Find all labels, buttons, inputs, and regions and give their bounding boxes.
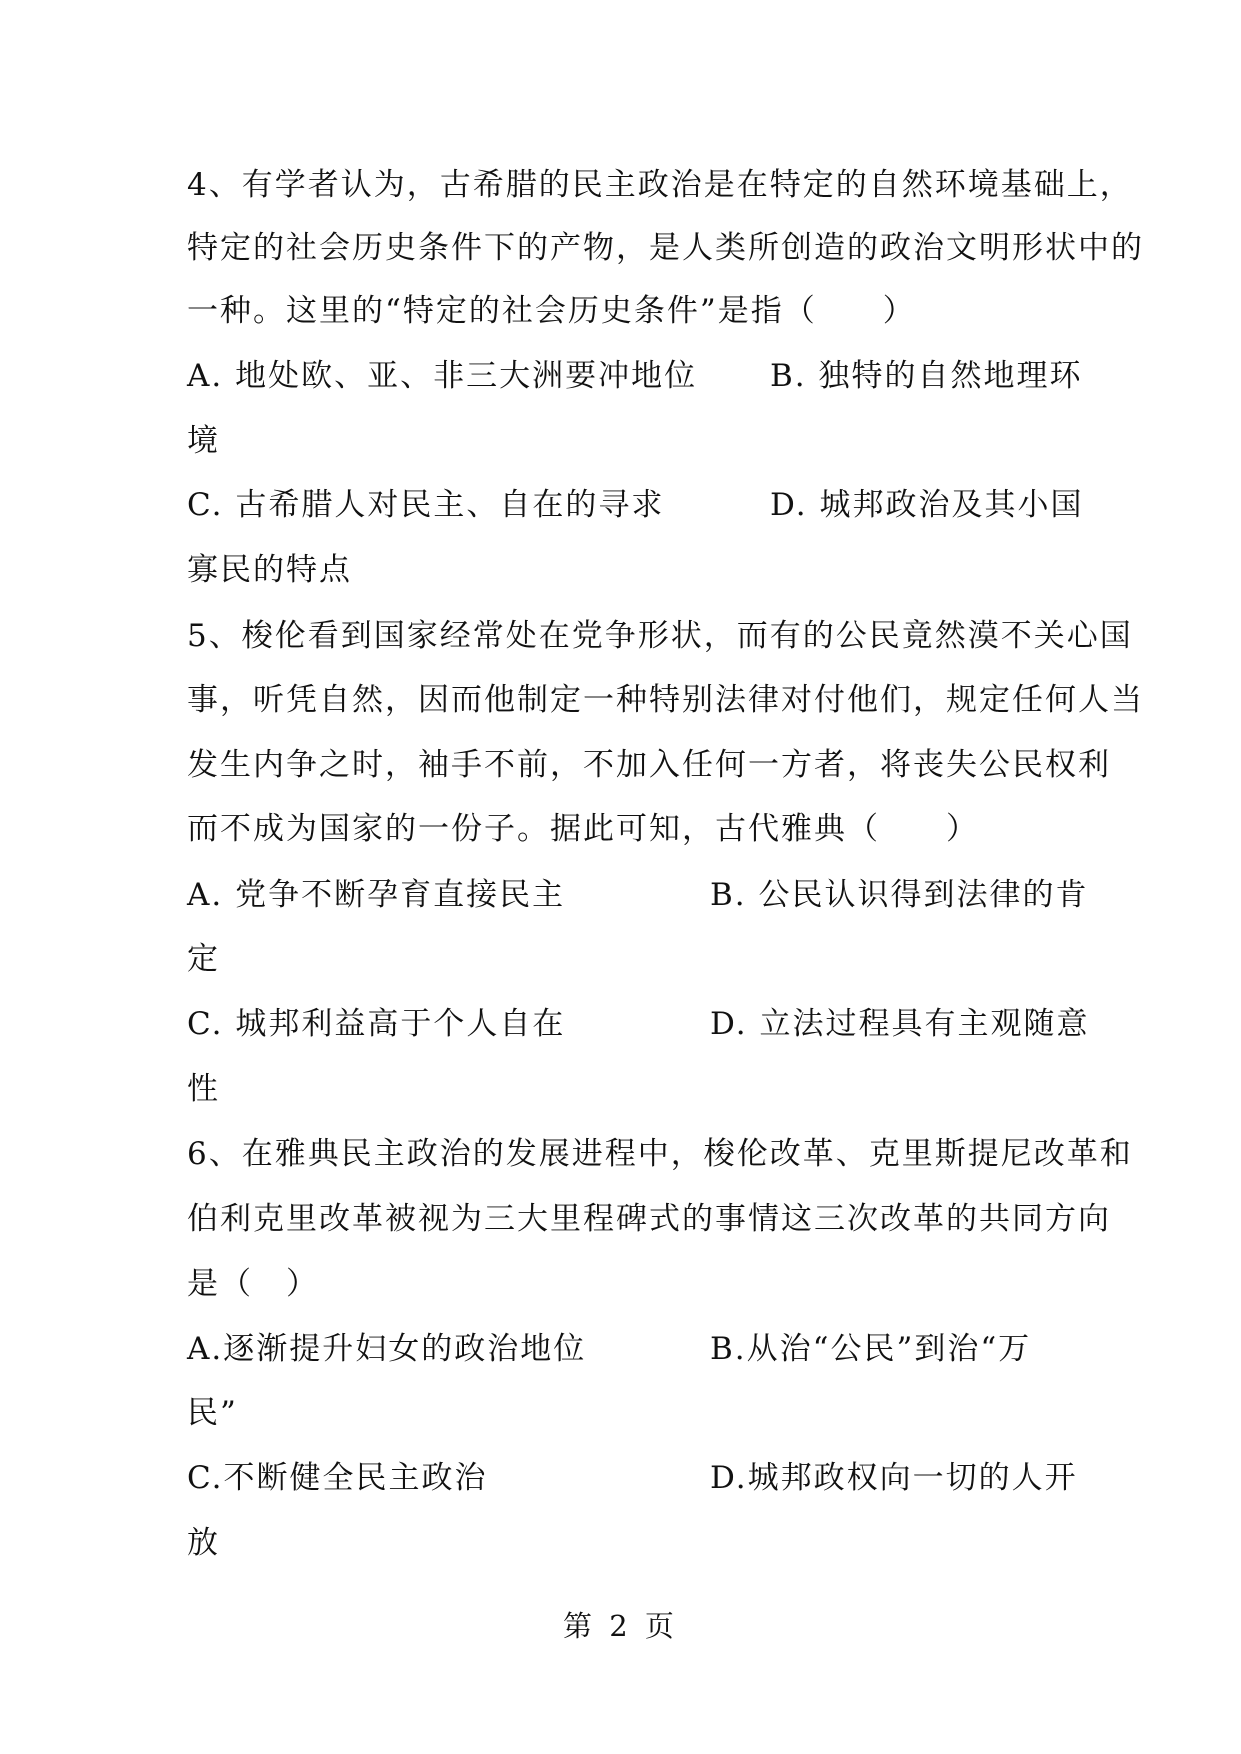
q6-option-c: C.不断健全民主政治	[187, 1460, 488, 1496]
q6-stem-line-3: 是（ ）	[187, 1266, 319, 1302]
q6-option-d: D.城邦政权向一切的人开	[710, 1460, 1078, 1496]
q5-option-c: C. 城邦利益高于个人自在	[187, 1006, 566, 1042]
page-number-footer: 第 2 页	[563, 1609, 678, 1643]
q5-stem-line-4: 而不成为国家的一份子。据此可知，古代雅典（ ）	[187, 811, 979, 847]
q4-option-a: A. 地处欧、亚、非三大洲要冲地位	[187, 358, 698, 394]
q6-option-a: A.逐渐提升妇女的政治地位	[187, 1331, 587, 1367]
q5-stem-line-3: 发生内争之时，袖手不前，不加入任何一方者，将丧失公民权利	[187, 747, 1111, 783]
q5-option-b-continued: 定	[187, 941, 220, 977]
q4-option-c: C. 古希腊人对民主、自在的寻求	[187, 487, 665, 523]
q6-option-b: B.从治“公民”到治“万	[710, 1331, 1032, 1367]
q5-stem-line-2: 事，听凭自然，因而他制定一种特别法律对付他们，规定任何人当	[187, 682, 1144, 718]
q4-stem-line-2: 特定的社会历史条件下的产物，是人类所创造的政治文明形状中的	[187, 230, 1144, 266]
q4-option-b-continued: 境	[187, 423, 220, 459]
q5-option-a: A. 党争不断孕育直接民主	[187, 877, 566, 913]
q4-option-d: D. 城邦政治及其小国	[770, 487, 1084, 523]
q4-option-d-continued: 寡民的特点	[187, 552, 352, 588]
q5-option-d: D. 立法过程具有主观随意	[710, 1006, 1090, 1042]
q4-stem-line-3: 一种。这里的“特定的社会历史条件”是指（ ）	[187, 293, 916, 329]
q5-stem-line-1: 5、梭伦看到国家经常处在党争形状，而有的公民竟然漠不关心国	[187, 618, 1133, 654]
q6-option-d-continued: 放	[187, 1525, 220, 1561]
q6-stem-line-2: 伯利克里改革被视为三大里程碑式的事情这三次改革的共同方向	[187, 1201, 1111, 1237]
q5-option-b: B. 公民认识得到法律的肯	[710, 877, 1089, 913]
q6-stem-line-1: 6、在雅典民主政治的发展进程中，梭伦改革、克里斯提尼改革和	[187, 1136, 1133, 1172]
q6-option-b-continued: 民”	[187, 1395, 238, 1431]
q4-stem-line-1: 4、有学者认为，古希腊的民主政治是在特定的自然环境基础上，	[187, 167, 1133, 203]
q5-option-d-continued: 性	[187, 1071, 220, 1107]
q4-option-b: B. 独特的自然地理环	[770, 358, 1083, 394]
